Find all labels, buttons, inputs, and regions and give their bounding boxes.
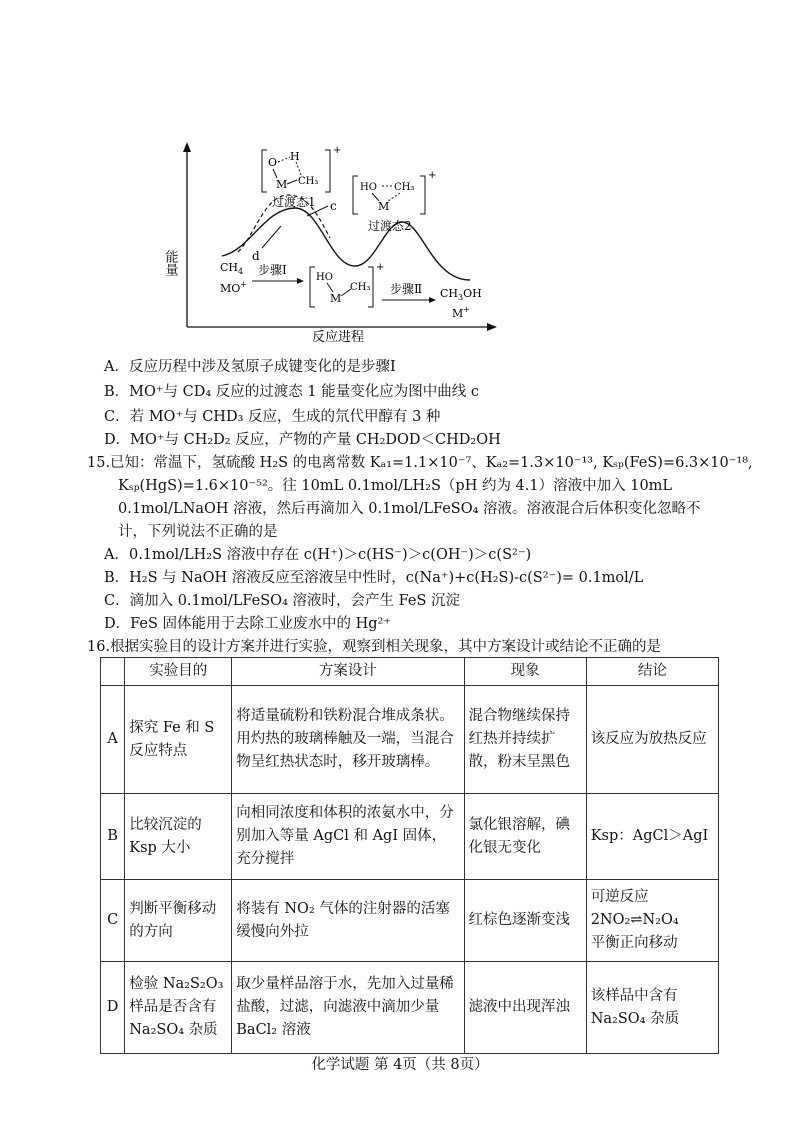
table-header: 方案设计 (232, 658, 464, 686)
row-purpose: 比较沉淀的 Ksp 大小 (125, 794, 232, 880)
reactant-mo: MO+ (220, 280, 247, 295)
energy-diagram (162, 140, 510, 350)
svg-text:O: O (268, 156, 278, 169)
row-conclusion: 该反应为放热反应 (586, 686, 718, 794)
q16-stem: 16.根据实验目的设计方案并进行实验，观察到相关现象，其中方案设计或结论不正确的是 (87, 639, 662, 655)
conclusion-equation: 2NO₂⇌N₂O₄ (590, 912, 679, 928)
y-axis-label: 能量 (162, 250, 178, 276)
row-design: 取少量样品溶于水，先加入过量稀盐酸，过滤，向滤液中滴加少量 BaCl₂ 溶液 (232, 962, 464, 1054)
q14-option-d: D．MO⁺与 CH₂D₂ 反应，产物的产量 CH₂DOD＜CHD₂OH (104, 432, 501, 448)
svg-text:+: + (333, 145, 342, 156)
row-design: 将适量硫粉和铁粉混合堆成条状。用灼热的玻璃棒触及一端，当混合物呈红热状态时，移开玻璃棒。 (232, 686, 464, 794)
row-phenomenon: 混合物继续保持红热并持续扩散，粉末呈黑色 (464, 686, 586, 794)
row-purpose: 判断平衡移动的方向 (125, 880, 232, 962)
q15-option-d: D．FeS 固体能用于去除工业废水中的 Hg²⁺ (104, 616, 392, 632)
table-row (101, 794, 719, 880)
table-header (101, 658, 125, 686)
svg-text:CH₃: CH₃ (394, 182, 415, 193)
row-label: D (101, 962, 125, 1054)
svg-text:HO: HO (316, 272, 333, 283)
curve-d-arrow (262, 226, 281, 248)
q15-option-c: C．滴加入 0.1mol/LFeSO₄ 溶液时，会产生 FeS 沉淀 (104, 593, 460, 609)
product-m: M+ (452, 305, 470, 320)
row-design: 将装有 NO₂ 气体的注射器的活塞缓慢向外拉 (232, 880, 464, 962)
row-conclusion: Ksp：AgCl＞AgI (586, 794, 718, 880)
svg-text:CH₃: CH₃ (298, 176, 319, 187)
reactant-ch4: $CH_4$ (220, 261, 244, 276)
table-header: 结论 (586, 658, 718, 686)
row-phenomenon: 滤液中出现浑浊 (464, 962, 586, 1054)
svg-text:M: M (276, 178, 288, 191)
row-phenomenon: 红棕色逐渐变浅 (464, 880, 586, 962)
table-header: 实验目的 (125, 658, 232, 686)
q15-option-a: A．0.1mol/LH₂S 溶液中存在 c(H⁺)＞c(HS⁻)＞c(OH⁻)＞c(S²⁻) (104, 547, 532, 563)
svg-text:M: M (330, 292, 342, 305)
row-label: A (101, 686, 125, 794)
conclusion-line: 可逆反应 (590, 889, 649, 905)
experiment-table (100, 657, 719, 1054)
row-label: B (101, 794, 125, 880)
q14-option-a: A．反应历程中涉及氢原子成键变化的是步骤Ⅰ (104, 359, 396, 375)
table-row (101, 880, 719, 962)
page-footer: 化学试题 第 4页（共 8页） (311, 1057, 489, 1073)
table-row (101, 686, 719, 794)
step-1-label: 步骤Ⅰ (258, 263, 287, 277)
row-label: C (101, 880, 125, 962)
table-header-row (101, 658, 719, 686)
x-axis-label: 反应进程 (312, 330, 365, 345)
q15-stem-line2: Kₛₚ(HgS)=1.6×10⁻⁵²。往 10mL 0.1mol/LH₂S（pH 约为 4.1）溶液中加入 10mL (118, 478, 673, 494)
q15-option-b: B．H₂S 与 NaOH 溶液反应至溶液呈中性时，c(Na⁺)+c(H₂S)-c(S²⁻)= 0.1mol/L (104, 570, 644, 586)
curve-c-label: c (330, 199, 337, 213)
x-axis-arrow (487, 323, 497, 331)
q14-option-b: B．MO⁺与 CD₄ 反应的过渡态 1 能量变化应为图中曲线 c (104, 384, 479, 400)
curve-d-label: d (252, 249, 260, 263)
transition-state-2-structure (353, 170, 436, 214)
product-ch3oh: $CH_3OH$ (440, 287, 482, 302)
y-axis-arrow (183, 142, 191, 152)
transition-state-1-structure (262, 145, 341, 192)
q15-stem-line3: 0.1mol/LNaOH 溶液，然后再滴加入 0.1mol/LFeSO₄ 溶液。溶液混合后体积变化忽略不 (118, 501, 701, 517)
row-purpose: 探究 Fe 和 S 反应特点 (125, 686, 232, 794)
row-purpose: 检验 Na₂S₂O₃样品是否含有 Na₂SO₄ 杂质 (125, 962, 232, 1054)
table-row (101, 962, 719, 1054)
ts2-label: 过渡态2 (368, 219, 412, 233)
svg-text:+: + (376, 262, 385, 273)
intermediate-structure (310, 262, 384, 307)
q15-stem-line4: 计，下列说法不正确的是 (118, 524, 278, 540)
row-conclusion (586, 880, 718, 962)
conclusion-line: 平衡正向移动 (590, 935, 678, 951)
q14-option-c: C．若 MO⁺与 CHD₃ 反应，生成的氘代甲醇有 3 种 (104, 409, 441, 425)
svg-text:HO: HO (360, 182, 377, 193)
ts1-label: 过渡态1 (272, 195, 316, 209)
row-phenomenon: 氯化银溶解，碘化银无变化 (464, 794, 586, 880)
svg-text:H: H (290, 150, 300, 163)
svg-text:CH₃: CH₃ (350, 282, 371, 293)
step-2-label: 步骤Ⅱ (390, 282, 423, 296)
svg-text:M: M (378, 200, 390, 213)
row-design: 向相同浓度和体积的浓氨水中，分别加入等量 AgCl 和 AgI 固体，充分搅拌 (232, 794, 464, 880)
row-conclusion: 该样品中含有 Na₂SO₄ 杂质 (586, 962, 718, 1054)
svg-text:+: + (428, 170, 437, 181)
table-header: 现象 (464, 658, 586, 686)
q15-stem-line1: 15.已知：常温下，氢硫酸 H₂S 的电离常数 Kₐ₁=1.1×10⁻⁷、Kₐ₂=1.3×10⁻¹³, Kₛₚ(FeS)=6.3×10⁻¹⁸, (87, 455, 753, 471)
